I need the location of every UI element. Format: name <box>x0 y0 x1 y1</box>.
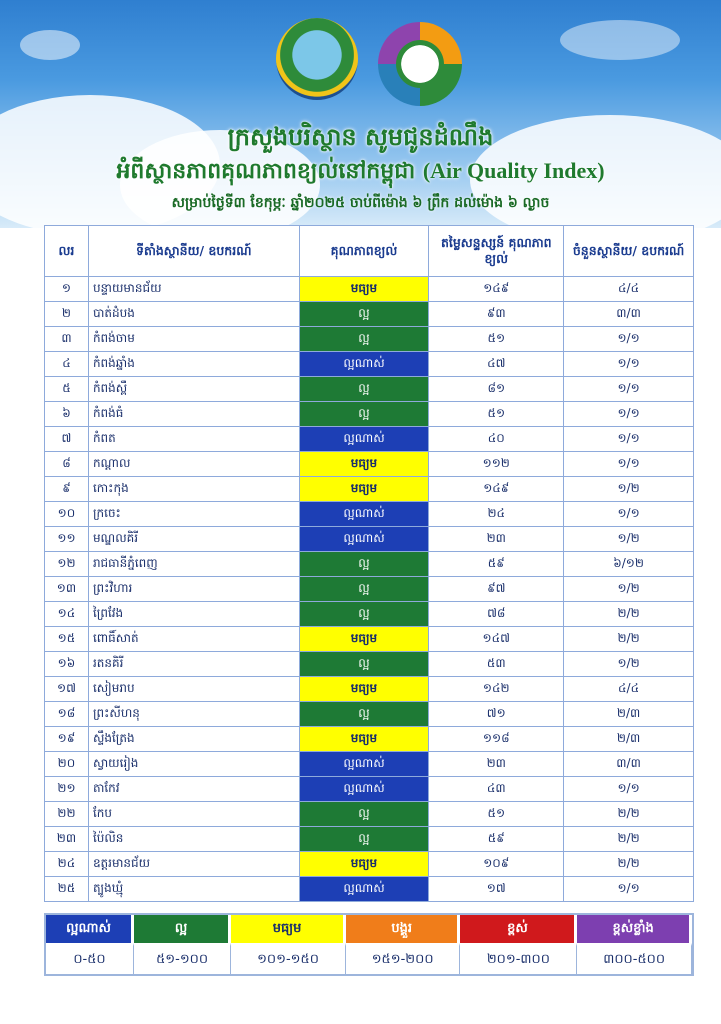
table-row <box>45 852 694 877</box>
station-name: មណ្ឌលគិរី <box>88 527 299 552</box>
quality-badge: មធ្យម <box>299 727 429 752</box>
row-number: ៩ <box>45 477 89 502</box>
table-row <box>45 802 694 827</box>
aqi-value: ២៣ <box>429 527 564 552</box>
legend-label: ល្អណាស់ <box>46 915 134 943</box>
header-number: លរ <box>45 226 89 277</box>
row-number: ១៨ <box>45 702 89 727</box>
table-row <box>45 277 694 302</box>
aqi-value: ១៤៩ <box>429 277 564 302</box>
station-name: កែប <box>88 802 299 827</box>
table-row <box>45 752 694 777</box>
table-row <box>45 352 694 377</box>
aqi-value: ៩៧ <box>429 577 564 602</box>
station-count: ២/២ <box>564 627 694 652</box>
table-row <box>45 527 694 552</box>
station-count: ២/៣ <box>564 727 694 752</box>
station-count: ១/១ <box>564 502 694 527</box>
quality-badge: ល្អណាស់ <box>299 527 429 552</box>
legend-label: ខ្ពស់ <box>460 915 577 943</box>
row-number: ២២ <box>45 802 89 827</box>
station-count: ១/២ <box>564 577 694 602</box>
cloud-decoration <box>20 30 80 60</box>
station-count: ៣/៣ <box>564 752 694 777</box>
legend-range: ១០១-១៥០ <box>231 943 346 974</box>
row-number: ១១ <box>45 527 89 552</box>
station-count: ១/២ <box>564 652 694 677</box>
aqi-value: ៩៣ <box>429 302 564 327</box>
table-row <box>45 677 694 702</box>
station-name: ក្រចេះ <box>88 502 299 527</box>
header-count: ចំនួនស្ថានីយ/ ឧបករណ៍ <box>564 226 694 277</box>
station-name: ព្រៃវែង <box>88 602 299 627</box>
legend-range: ២០១-៣០០ <box>460 943 577 974</box>
station-count: ១/១ <box>564 352 694 377</box>
station-name: កណ្តាល <box>88 452 299 477</box>
legend-label: បង្គួរ <box>346 915 461 943</box>
aqi-value: ៥១ <box>429 402 564 427</box>
row-number: ១២ <box>45 552 89 577</box>
station-name: ព្រះវិហារ <box>88 577 299 602</box>
station-count: ៣/៣ <box>564 302 694 327</box>
table-row <box>45 702 694 727</box>
quality-badge: ល្អ <box>299 802 429 827</box>
station-name: រតនគិរី <box>88 652 299 677</box>
quality-badge: ល្អ <box>299 402 429 427</box>
station-count: ២/២ <box>564 827 694 852</box>
cloud-decoration <box>560 20 680 60</box>
header-station: ទីតាំងស្ថានីយ/ ឧបករណ៍ <box>88 226 299 277</box>
legend-range-row <box>46 943 692 974</box>
row-number: ១៥ <box>45 627 89 652</box>
quality-badge: ល្អណាស់ <box>299 752 429 777</box>
station-count: ៤/៤ <box>564 677 694 702</box>
quality-badge: ល្អ <box>299 577 429 602</box>
station-count: ១/១ <box>564 377 694 402</box>
table-row <box>45 377 694 402</box>
quality-badge: ល្អ <box>299 652 429 677</box>
row-number: ១៦ <box>45 652 89 677</box>
station-count: ១/២ <box>564 477 694 502</box>
campaign-logo <box>378 22 462 106</box>
quality-badge: ល្អ <box>299 302 429 327</box>
aqi-value: ១១៨ <box>429 727 564 752</box>
row-number: ៧ <box>45 427 89 452</box>
station-count: ១/១ <box>564 327 694 352</box>
title-khmer: អំពីស្ថានភាពគុណភាពខ្យល់នៅកម្ពុជា <box>116 159 423 184</box>
row-number: ២៣ <box>45 827 89 852</box>
station-name: ព្រះសីហនុ <box>88 702 299 727</box>
station-name: សៀមរាប <box>88 677 299 702</box>
quality-badge: ល្អ <box>299 702 429 727</box>
station-count: ២/២ <box>564 852 694 877</box>
aqi-value: ៧១ <box>429 702 564 727</box>
aqi-value: ១៧ <box>429 877 564 902</box>
row-number: ៨ <box>45 452 89 477</box>
station-count: ៤/៤ <box>564 277 694 302</box>
aqi-value: ១១២ <box>429 452 564 477</box>
station-name: ពោធិ៍សាត់ <box>88 627 299 652</box>
legend-range: ០-៥០ <box>46 943 134 974</box>
station-name: កំពង់ស្ពឺ <box>88 377 299 402</box>
aqi-value: ៤០ <box>429 427 564 452</box>
station-name: បាត់ដំបង <box>88 302 299 327</box>
station-count: ២/៣ <box>564 702 694 727</box>
aqi-value: ៥៩ <box>429 552 564 577</box>
station-count: ២/២ <box>564 602 694 627</box>
title-english: (Air Quality Index) <box>422 158 605 183</box>
quality-badge: ល្អណាស់ <box>299 877 429 902</box>
station-count: ១/១ <box>564 427 694 452</box>
table-row <box>45 602 694 627</box>
table-row <box>45 552 694 577</box>
station-name: ឧត្តរមានជ័យ <box>88 852 299 877</box>
station-count: ១/១ <box>564 402 694 427</box>
aqi-value: ៤៧ <box>429 352 564 377</box>
legend-range: ៥១-១០០ <box>134 943 231 974</box>
station-name: កោះកុង <box>88 477 299 502</box>
row-number: ២១ <box>45 777 89 802</box>
quality-badge: ល្អណាស់ <box>299 352 429 377</box>
station-name: ស្ទឹងត្រែង <box>88 727 299 752</box>
quality-badge: មធ្យម <box>299 677 429 702</box>
quality-badge: ល្អណាស់ <box>299 427 429 452</box>
legend-label: ខ្ពស់ខ្លាំង <box>577 915 692 943</box>
row-number: ១៣ <box>45 577 89 602</box>
legend-range: ៣០០-៥០០ <box>577 943 692 974</box>
quality-badge: ល្អ <box>299 377 429 402</box>
aqi-value: ៥៣ <box>429 652 564 677</box>
aqi-legend <box>44 913 694 976</box>
quality-badge: មធ្យម <box>299 277 429 302</box>
aqi-value: ១៤៧ <box>429 627 564 652</box>
aqi-value: ៥៩ <box>429 827 564 852</box>
aqi-value: ៤៣ <box>429 777 564 802</box>
row-number: ៥ <box>45 377 89 402</box>
station-count: ១/២ <box>564 527 694 552</box>
quality-badge: មធ្យម <box>299 852 429 877</box>
legend-label: មធ្យម <box>231 915 346 943</box>
aqi-value: ១៤៩ <box>429 477 564 502</box>
header-quality: គុណភាពខ្យល់ <box>299 226 429 277</box>
station-name: កំពង់ចាម <box>88 327 299 352</box>
page-title: ក្រសួងបរិស្ថាន សូមជូនដំណឹង <box>227 123 494 151</box>
station-count: ១/១ <box>564 877 694 902</box>
date-subtitle: សម្រាប់ថ្ងៃទី៣ ខែកុម្ភៈ ឆ្នាំ២០២៥ ចាប់ពីម៉ោង ៦ ព្រឹក ដល់ម៉ោង ៦ ល្ងាច <box>171 195 550 211</box>
row-number: ៦ <box>45 402 89 427</box>
station-count: ២/២ <box>564 802 694 827</box>
legend-label: ល្អ <box>134 915 231 943</box>
header-banner <box>0 0 721 228</box>
aqi-value: ៥១ <box>429 802 564 827</box>
table-row <box>45 302 694 327</box>
station-name: កំពង់ធំ <box>88 402 299 427</box>
quality-badge: មធ្យម <box>299 477 429 502</box>
legend-range: ១៥១-២០០ <box>346 943 461 974</box>
page-subtitle-line <box>0 157 721 189</box>
table-row <box>45 577 694 602</box>
table-row <box>45 627 694 652</box>
row-number: ១០ <box>45 502 89 527</box>
row-number: ២៥ <box>45 877 89 902</box>
table-row <box>45 652 694 677</box>
quality-badge: ល្អណាស់ <box>299 502 429 527</box>
header-aqi: តម្លៃសន្ទស្សន៍ គុណភាពខ្យល់ <box>429 226 564 277</box>
table-row <box>45 402 694 427</box>
table-body <box>45 277 694 902</box>
table-row <box>45 477 694 502</box>
row-number: ១៤ <box>45 602 89 627</box>
row-number: ២ <box>45 302 89 327</box>
station-count: ១/១ <box>564 452 694 477</box>
aqi-value: ៧៨ <box>429 602 564 627</box>
station-name: បន្ទាយមានជ័យ <box>88 277 299 302</box>
table-row <box>45 427 694 452</box>
station-name: តាកែវ <box>88 777 299 802</box>
table-row <box>45 327 694 352</box>
row-number: ១៩ <box>45 727 89 752</box>
quality-badge: មធ្យម <box>299 627 429 652</box>
table-header-row <box>45 226 694 277</box>
row-number: ១ <box>45 277 89 302</box>
table-row <box>45 827 694 852</box>
table-row <box>45 727 694 752</box>
quality-badge: ល្អ <box>299 327 429 352</box>
station-count: ១/១ <box>564 777 694 802</box>
ministry-logo <box>276 18 358 100</box>
row-number: ៤ <box>45 352 89 377</box>
table-row <box>45 877 694 902</box>
table-row <box>45 452 694 477</box>
air-quality-table <box>44 225 694 902</box>
row-number: ២៤ <box>45 852 89 877</box>
quality-badge: ល្អ <box>299 602 429 627</box>
station-count: ៦/១២ <box>564 552 694 577</box>
table-row <box>45 777 694 802</box>
table-row <box>45 502 694 527</box>
aqi-value: ១០៩ <box>429 852 564 877</box>
row-number: ២០ <box>45 752 89 777</box>
station-name: កំពត <box>88 427 299 452</box>
quality-badge: ល្អណាស់ <box>299 777 429 802</box>
quality-badge: ល្អ <box>299 552 429 577</box>
row-number: ១៧ <box>45 677 89 702</box>
station-name: ស្វាយរៀង <box>88 752 299 777</box>
station-name: កំពង់ឆ្នាំង <box>88 352 299 377</box>
aqi-value: ២៤ <box>429 502 564 527</box>
legend-label-row <box>46 915 692 943</box>
quality-badge: ល្អ <box>299 827 429 852</box>
aqi-value: ៨១ <box>429 377 564 402</box>
aqi-value: ២៣ <box>429 752 564 777</box>
station-name: ប៉ៃលិន <box>88 827 299 852</box>
station-name: រាជធានីភ្នំពេញ <box>88 552 299 577</box>
station-name: ត្បូងឃ្មុំ <box>88 877 299 902</box>
row-number: ៣ <box>45 327 89 352</box>
quality-badge: មធ្យម <box>299 452 429 477</box>
aqi-value: ៥១ <box>429 327 564 352</box>
aqi-value: ១៤២ <box>429 677 564 702</box>
